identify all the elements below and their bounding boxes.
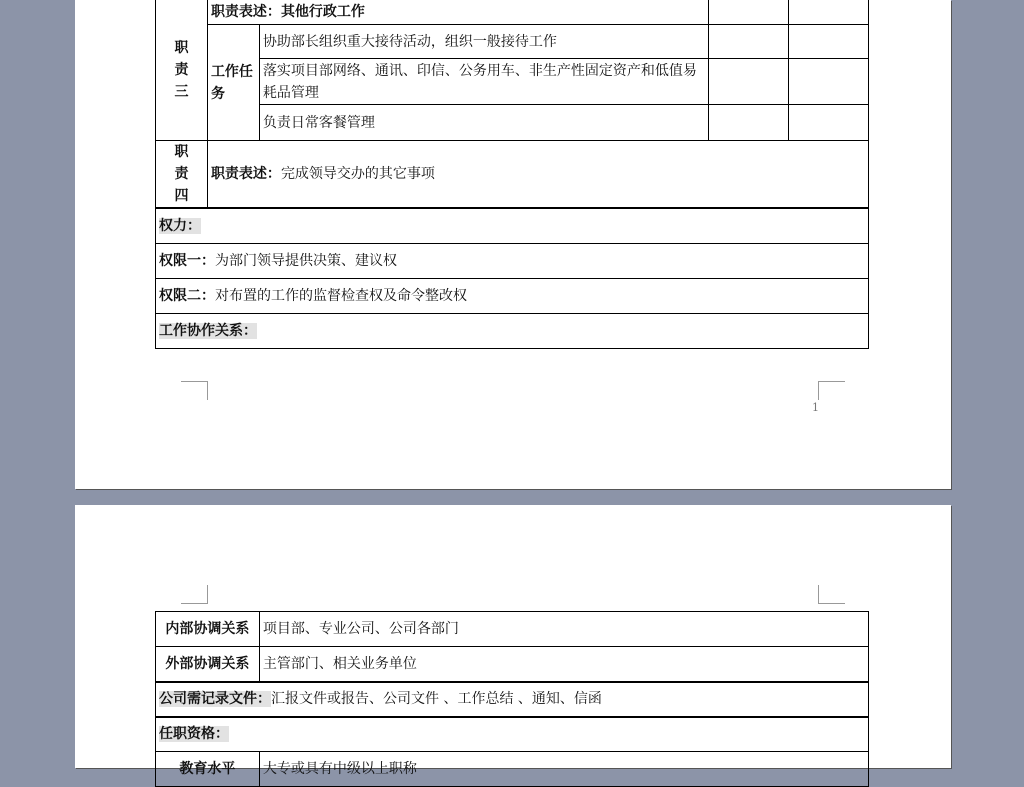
margin-mark: [818, 585, 845, 604]
duty3-statement: 职责表述：其他行政工作: [207, 0, 708, 25]
internal-coordination-value: 项目部、专业公司、公司各部门: [259, 612, 868, 647]
table-cell: [709, 25, 789, 59]
collaboration-title: 工作协作关系：: [156, 313, 869, 348]
duty3-task-1: 协助部长组织重大接待活动，组织一般接待工作: [259, 25, 708, 59]
authority-item-2: 权限二：对布置的工作的监督检查权及命令整改权: [156, 278, 869, 313]
margin-mark: [181, 585, 208, 604]
table-cell: [789, 0, 869, 25]
table-cell: [789, 105, 869, 141]
duty3-task-2: 落实项目部网络、通讯、印信、公务用车、非生产性固定资产和低值易耗品管理: [259, 59, 708, 105]
table-cell: [709, 0, 789, 25]
duty3-task-3: 负责日常客餐管理: [259, 105, 708, 141]
authority-title: 权力：: [156, 208, 869, 243]
duty3-task-label: 工作任务: [207, 25, 259, 141]
duty4-statement: 职责表述：完成领导交办的其它事项: [207, 141, 868, 209]
duty-table: [155, 0, 869, 349]
table-cell: [789, 59, 869, 105]
margin-mark: [181, 381, 208, 400]
page-number: 1: [812, 401, 819, 414]
duty4-label: 职 责 四: [156, 141, 208, 209]
duty3-label: 职 责 三: [156, 0, 208, 141]
qualifications-title: 任职资格：: [156, 717, 869, 752]
records-row: 公司需记录文件：汇报文件或报告、公司文件 、工作总结 、通知、信函: [156, 682, 869, 717]
external-coordination-value: 主管部门、相关业务单位: [259, 647, 868, 682]
external-coordination-label: 外部协调关系: [156, 647, 260, 682]
table-cell: [789, 25, 869, 59]
table-cell: [709, 105, 789, 141]
education-label: 教育水平: [156, 752, 260, 787]
table-cell: [709, 59, 789, 105]
authority-item-1: 权限一：为部门领导提供决策、建议权: [156, 243, 869, 278]
margin-mark: [818, 381, 845, 400]
internal-coordination-label: 内部协调关系: [156, 612, 260, 647]
education-value: 大专或具有中级以上职称: [259, 752, 868, 787]
document-page-2: [75, 505, 951, 777]
coordination-table: [155, 611, 869, 787]
document-page-1: [75, 0, 951, 489]
